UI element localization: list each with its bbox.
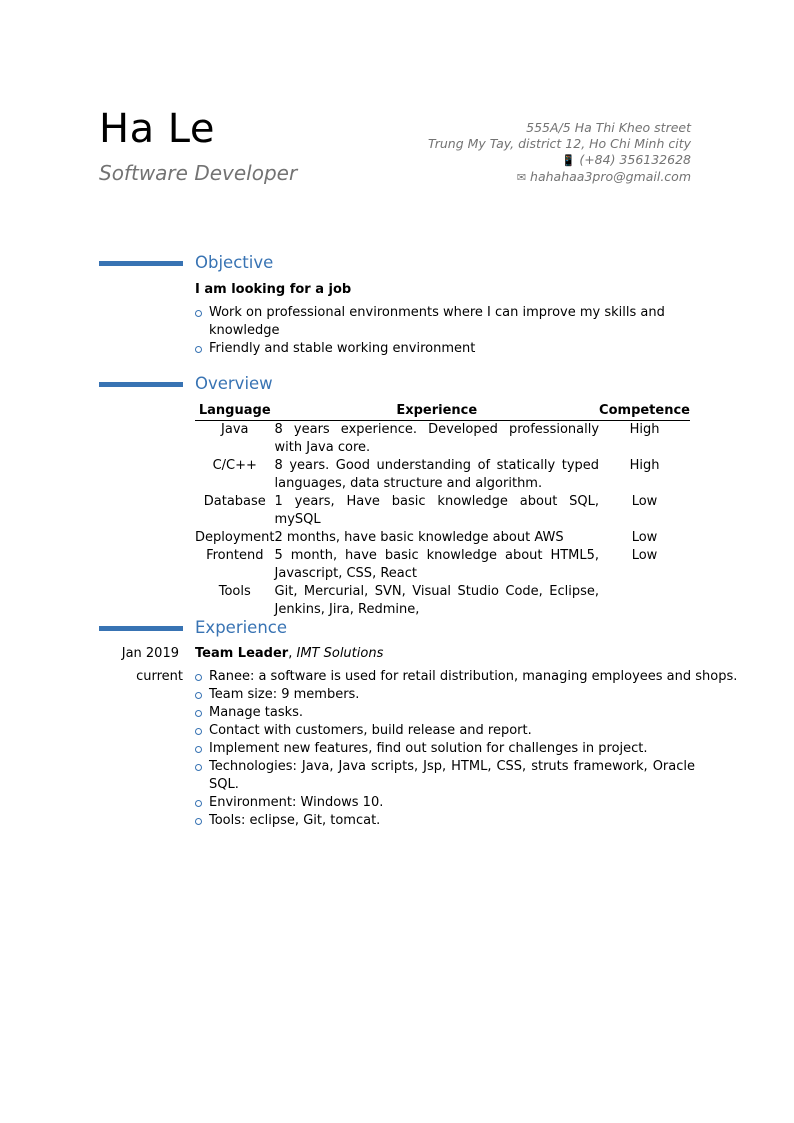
section-bar-experience [99, 626, 183, 631]
email-address[interactable]: hahahaa3pro@gmail.com [530, 169, 691, 184]
table-row [195, 547, 690, 583]
job-title: Software Developer [99, 161, 298, 185]
cell-language: Database [203, 494, 266, 509]
table-row [195, 493, 690, 529]
cell-experience: 5 month, have basic knowledge about HTML5, Javascript, CSS, React [274, 548, 600, 581]
column-header-language: Language [198, 403, 271, 418]
list-item: Tools: eclipse, Git, tomcat. [195, 812, 695, 830]
column-header-competence: Competence [599, 403, 690, 418]
table-row [195, 529, 690, 547]
job-heading [195, 645, 383, 663]
table-header-row [195, 402, 690, 421]
list-item: Friendly and stable working environment [195, 340, 705, 358]
cell-experience: 8 years. Good understanding of statically typed languages, data structure and algorithm. [274, 458, 600, 491]
cell-competence: Low [631, 548, 658, 563]
address-line-2: Trung My Tay, district 12, Ho Chi Minh city [428, 136, 691, 151]
cell-competence: Low [631, 494, 658, 509]
list-item: Team size: 9 members. [195, 686, 695, 704]
list-item: Work on professional environments where I can improve my skills and knowledge [195, 304, 705, 340]
address-line-1: 555A/5 Ha Thi Kheo street [526, 120, 691, 135]
email-row[interactable] [428, 169, 691, 186]
list-item: Manage tasks. [195, 704, 695, 722]
experience-list [195, 668, 738, 830]
list-item: Ranee: a software is used for retail distribution, managing employees and shops. [195, 668, 695, 686]
cell-competence: High [629, 458, 660, 473]
cell-language: Java [221, 422, 249, 437]
job-separator: , [288, 646, 297, 661]
cell-language: Frontend [206, 548, 264, 563]
phone-number: (+84) 356132628 [579, 152, 691, 167]
date-end: current [136, 669, 183, 684]
cell-language: C/C++ [212, 458, 257, 473]
table-row [195, 457, 690, 493]
date-start: Jan 2019 [121, 646, 179, 661]
cell-experience: 1 years, Have basic knowledge about SQL, mySQL [274, 494, 600, 527]
mobile-phone-icon: 📱 [561, 154, 576, 167]
table-row [195, 583, 690, 619]
section-title-objective: Objective [195, 253, 274, 272]
list-item: Technologies: Java, Java scripts, Jsp, HTML, CSS, struts framework, Oracle SQL. [195, 758, 695, 794]
phone-row [428, 152, 691, 169]
cell-language: Tools [218, 584, 251, 599]
cell-competence [599, 583, 690, 619]
job-role: Team Leader [195, 646, 289, 661]
section-bar-objective [99, 261, 183, 266]
job-company: IMT Solutions [296, 646, 384, 661]
cell-experience: 2 months, have basic knowledge about AWS [274, 530, 564, 545]
cell-experience: 8 years experience. Developed professionally with Java core. [274, 422, 600, 455]
list-item: Environment: Windows 10. [195, 794, 695, 812]
column-header-experience: Experience [396, 403, 478, 418]
envelope-icon: ✉ [516, 171, 527, 184]
contact-block [428, 120, 691, 186]
cell-competence: High [629, 422, 660, 437]
cell-language: Deployment [195, 530, 275, 545]
list-item: Contact with customers, build release and report. [195, 722, 695, 740]
section-title-experience: Experience [195, 618, 288, 637]
overview-table [195, 402, 690, 619]
table-row [195, 421, 690, 458]
section-bar-overview [99, 382, 183, 387]
section-title-overview: Overview [195, 374, 273, 393]
cell-competence: Low [631, 530, 658, 545]
objective-subheading: I am looking for a job [195, 282, 352, 297]
cell-experience: Git, Mercurial, SVN, Visual Studio Code, Eclipse, Jenkins, Jira, Redmine, [274, 584, 600, 617]
person-name: Ha Le [99, 106, 215, 152]
list-item: Implement new features, find out solution for challenges in project. [195, 740, 695, 758]
objective-list [195, 304, 705, 358]
